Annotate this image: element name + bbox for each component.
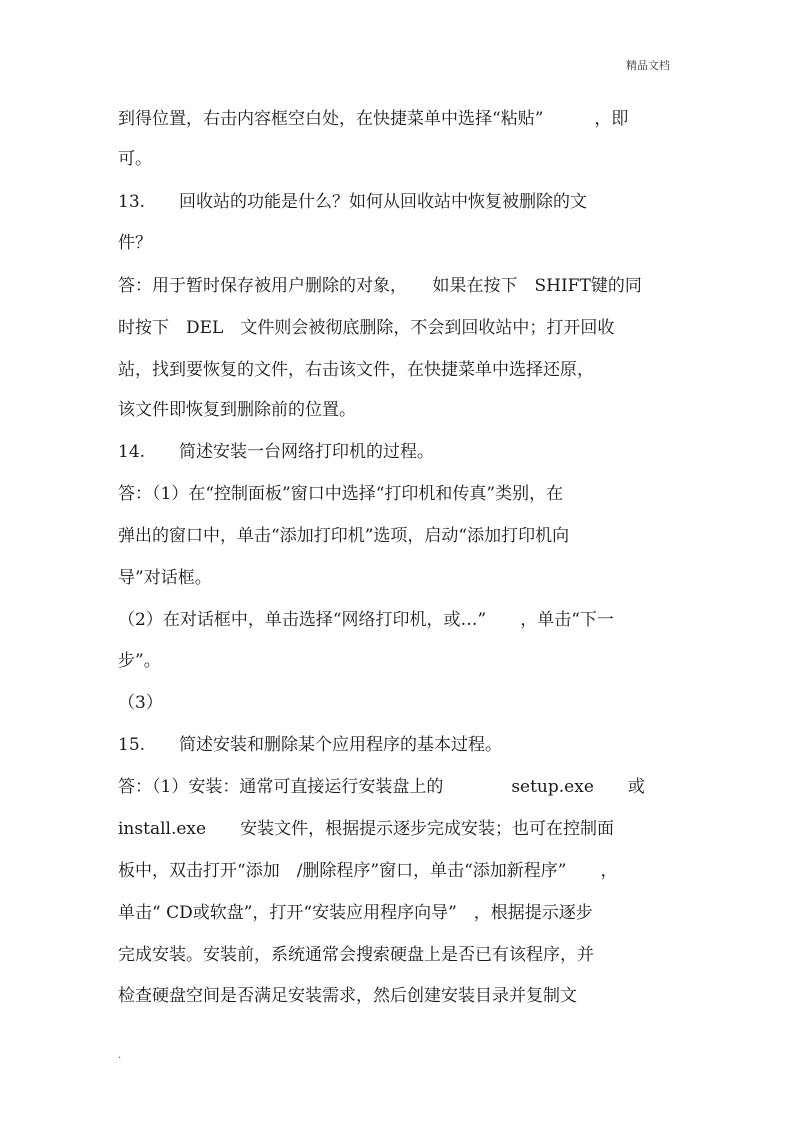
text-line: （3） <box>118 693 163 713</box>
text-line: 14. 简述安装一台网络打印机的过程。 <box>118 442 435 462</box>
text-line: 答：（1）安装：通常可直接运行安装盘上的 setup.exe 或 <box>118 777 645 797</box>
text-line: 该文件即恢复到删除前的位置。 <box>118 400 356 420</box>
page-footer-mark: . <box>118 1050 122 1061</box>
text-line: 站，找到要恢复的文件，右击该文件，在快捷菜单中选择还原， <box>118 360 594 380</box>
text-line: 板中，双击打开“添加 /删除程序”窗口，单击“添加新程序” ， <box>118 861 618 881</box>
text-line: 答：（1）在“控制面板”窗口中选择“打印机和传真”类别，在 <box>118 484 564 504</box>
text-line: 步”。 <box>118 651 161 671</box>
text-line: install.exe 安装文件，根据提示逐步完成安装；也可在控制面 <box>118 819 615 839</box>
text-line: 15. 简述安装和删除某个应用程序的基本过程。 <box>118 735 503 755</box>
text-line: 完成安装。安装前，系统通常会搜索硬盘上是否已有该程序，并 <box>118 945 594 965</box>
text-line: 可。 <box>118 149 152 169</box>
text-line: 导”对话框。 <box>118 568 212 588</box>
text-line: 弹出的窗口中，单击“添加打印机”选项，启动“添加打印机向 <box>118 526 570 546</box>
text-line: 件？ <box>118 233 152 253</box>
text-line: 单击“ CD或软盘”，打开“安装应用程序向导” ，根据提示逐步 <box>118 903 593 923</box>
text-line: 时按下 DEL 文件则会被彻底删除，不会到回收站中；打开回收 <box>118 318 615 338</box>
text-line: 13. 回收站的功能是什么？如何从回收站中恢复被删除的文 <box>118 192 588 212</box>
text-line: 检查硬盘空间是否满足安装需求，然后创建安装目录并复制文 <box>118 986 577 1006</box>
text-line: 到得位置，右击内容框空白处，在快捷菜单中选择“粘贴” ，即 <box>118 109 629 129</box>
page-header-label: 精品文档 <box>626 59 670 72</box>
text-line: （2）在对话框中，单击选择“网络打印机，或…” ，单击“下一 <box>118 610 614 630</box>
text-line: 答：用于暂时保存被用户删除的对象， 如果在按下 SHIFT键的同 <box>118 276 642 296</box>
